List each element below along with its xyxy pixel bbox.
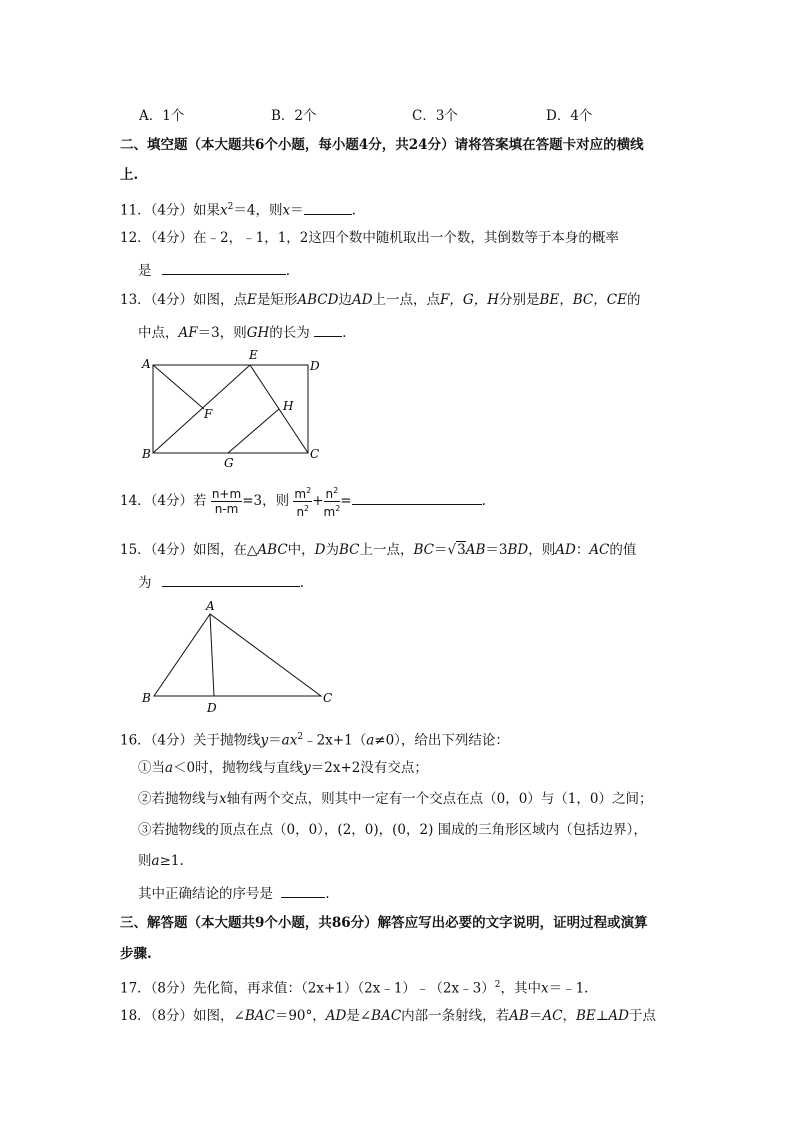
q13-label-c: C bbox=[310, 447, 320, 461]
question-13-cont bbox=[138, 322, 346, 342]
q18-BAC2: BAC bbox=[371, 1008, 402, 1024]
option-c: C．3个 bbox=[412, 108, 458, 124]
q13-t5: 分别是 bbox=[498, 292, 540, 308]
q13-FGH: F，G，H bbox=[440, 292, 499, 308]
q14-f3-num-exp: 2 bbox=[333, 486, 339, 495]
q13-t2: 是矩形 bbox=[256, 292, 298, 308]
q16-y: y bbox=[260, 732, 269, 749]
q15-colon: ： bbox=[575, 542, 590, 558]
q16-rest: ﹣2x+1（ bbox=[303, 732, 367, 749]
q15-BD: BD bbox=[507, 542, 529, 558]
q14-answer-blank[interactable] bbox=[352, 490, 482, 505]
q15-t7: 为 bbox=[138, 575, 152, 591]
q16-conclusion-1 bbox=[138, 759, 428, 777]
q13-label-g: G bbox=[224, 456, 234, 470]
q11-text-mid: ＝4，则 bbox=[233, 202, 283, 219]
q11-end: . bbox=[351, 202, 356, 219]
q16-c3b-a: a bbox=[151, 853, 160, 869]
q15-AB: AB bbox=[465, 542, 486, 558]
q14-f3-num: n bbox=[325, 487, 334, 501]
q11-answer-blank[interactable] bbox=[304, 200, 352, 215]
q13-ABCD: ABCD bbox=[297, 292, 339, 308]
q16-conclusion-3: ③若抛物线的顶点在点（0，0），(2，0)，(0，2) 围成的三角形区域内（包括边界）， bbox=[138, 822, 647, 838]
q13-t9: 的长为 bbox=[269, 325, 310, 341]
q18-AB: AB bbox=[509, 1008, 529, 1024]
question-12-cont bbox=[138, 260, 290, 280]
q18-t2: ＝90°， bbox=[274, 1008, 326, 1024]
q11-var2: x bbox=[282, 202, 291, 219]
q16-a2: a bbox=[366, 732, 375, 749]
q15-triangle-figure bbox=[140, 598, 340, 716]
q11-text: 11．（4分）如果 bbox=[120, 202, 221, 219]
q15-triangle-abc bbox=[154, 614, 321, 696]
q15-label-c: C bbox=[323, 691, 333, 705]
question-12: 12．（4分）在﹣2，﹣1，1，2这四个数中随机取出一个数，其倒数等于本身的概率 bbox=[120, 230, 619, 246]
q12-end: . bbox=[285, 263, 291, 279]
question-16 bbox=[120, 728, 509, 750]
q14-text: 14．（4分）若 bbox=[120, 493, 207, 509]
q14-f3-den: m bbox=[323, 505, 336, 519]
q13-label-f: F bbox=[204, 407, 213, 421]
q13-label-b: B bbox=[142, 447, 151, 461]
q15-BC: BC bbox=[338, 542, 360, 558]
question-11 bbox=[120, 198, 356, 220]
q13-t4: 上一点，点 bbox=[372, 292, 441, 308]
question-14 bbox=[120, 483, 486, 521]
q16-c1-t3: ＝2x+2没有交点； bbox=[310, 760, 428, 776]
q15-BC2: BC bbox=[413, 542, 435, 558]
q15-t4: 上一点， bbox=[359, 542, 414, 558]
question-13 bbox=[120, 291, 640, 309]
q11-eq: ＝ bbox=[290, 202, 304, 219]
q17-text: 17．（8分）先化简，再求值：（2x+1）（2x﹣1）﹣（2x﹣3） bbox=[120, 980, 495, 997]
q15-t5: ，则 bbox=[528, 542, 556, 558]
q13-AD: AD bbox=[351, 292, 373, 308]
q18-t8: 于点 bbox=[629, 1008, 656, 1024]
q15-label-a: A bbox=[206, 599, 215, 613]
q13-label-d: D bbox=[310, 359, 320, 373]
q14-end: . bbox=[481, 493, 486, 509]
q13-label-e: E bbox=[249, 348, 258, 362]
q14-f2-num-exp: 2 bbox=[306, 486, 312, 495]
q16-ans-text: 其中正确结论的序号是 bbox=[138, 886, 273, 902]
q16-answer-blank[interactable] bbox=[281, 883, 325, 898]
section3-heading: 三、解答题（本大题共9个小题，共86分）解答应写出必要的文字说明，证明过程或演算 bbox=[120, 915, 648, 931]
q16-conclusion-3-cont bbox=[138, 852, 184, 870]
q14-f1-num: n+m bbox=[211, 487, 242, 501]
q14-f2-num: m bbox=[294, 487, 307, 501]
q12-answer-blank[interactable] bbox=[162, 260, 286, 275]
q12-text: 是 bbox=[138, 263, 152, 279]
q13-AF: AF bbox=[178, 325, 198, 341]
q15-answer-blank[interactable] bbox=[162, 572, 300, 587]
q13-E: E bbox=[247, 292, 257, 308]
q11-exp: 2 bbox=[227, 202, 234, 212]
q17-mid: ，其中 bbox=[500, 980, 541, 997]
section2-heading: 二、填空题（本大题共6个小题，每小题4分，共24分）请将答案填在答题卡对应的横线 bbox=[120, 137, 644, 153]
q16-c1-t1: ①当 bbox=[138, 760, 165, 776]
q15-D: D bbox=[314, 542, 326, 558]
q18-AC: AC bbox=[542, 1008, 563, 1024]
q15-eq2: ＝3 bbox=[485, 542, 508, 558]
q13-label-h: H bbox=[283, 399, 294, 413]
q13-t7: 中点， bbox=[138, 325, 179, 341]
q13-seg-af bbox=[153, 365, 204, 409]
q18-t5: ＝ bbox=[528, 1008, 543, 1024]
q15-t2: 中， bbox=[287, 542, 315, 558]
q13-t3: 边 bbox=[338, 292, 352, 308]
q15-seg-ad bbox=[210, 614, 214, 696]
q16-a: a bbox=[281, 732, 290, 749]
q15-sqrt: √3 bbox=[447, 542, 466, 558]
q16-c1-a: a bbox=[165, 760, 174, 776]
option-a: A．1个 bbox=[139, 108, 185, 124]
q13-end: . bbox=[342, 325, 347, 341]
q18-t4: 内部一条射线，若 bbox=[401, 1008, 510, 1024]
q14-f1-den: n-m bbox=[214, 502, 239, 516]
section2-heading-cont: 上. bbox=[120, 167, 139, 183]
q18-t1: 18．（8分）如图，∠ bbox=[120, 1008, 245, 1024]
q16-c3b-t1: 则 bbox=[138, 853, 152, 869]
q14-mid: =3，则 bbox=[242, 493, 290, 509]
q13-rectangle-figure bbox=[138, 346, 328, 472]
question-18 bbox=[120, 1007, 656, 1025]
question-17 bbox=[120, 976, 588, 998]
q16-exp: 2 bbox=[297, 732, 304, 742]
q16-c2-x: x bbox=[219, 791, 227, 807]
q13-segs: BE，BC，CE bbox=[539, 292, 627, 308]
q17-end: ＝﹣1. bbox=[548, 980, 589, 997]
q16-c1-y: y bbox=[303, 760, 311, 776]
q14-f3-den-exp: 2 bbox=[335, 504, 341, 513]
q15-t3: 为 bbox=[325, 542, 339, 558]
q14-plus: + bbox=[312, 493, 324, 509]
q18-t3: 是∠ bbox=[346, 1008, 372, 1024]
q17-x: x bbox=[540, 980, 549, 997]
q15-AD: AD bbox=[555, 542, 576, 558]
q11-var: x bbox=[220, 202, 228, 219]
q15-label-b: B bbox=[142, 691, 151, 705]
q13-answer-blank[interactable] bbox=[314, 322, 342, 337]
q16-x: x bbox=[289, 732, 298, 749]
q16-end: . bbox=[325, 886, 330, 902]
section3-heading-cont: 步骤. bbox=[120, 946, 152, 962]
q16-c2-t2: 轴有两个交点，则其中一定有一个交点在点（0，0）与（1，0）之间； bbox=[226, 791, 653, 807]
q15-end: . bbox=[299, 575, 305, 591]
option-d: D．4个 bbox=[546, 108, 593, 124]
q14-f2-den-exp: 2 bbox=[304, 504, 310, 513]
q17-exp: 2 bbox=[494, 980, 501, 990]
q16-c3b-t2: ≥1. bbox=[159, 853, 184, 869]
q13-t8: ＝3，则 bbox=[197, 325, 247, 341]
q16-c1-t2: ＜0时，抛物线与直线 bbox=[173, 760, 304, 776]
q15-t1: 15．（4分）如图，在△ bbox=[120, 542, 258, 558]
question-15-cont bbox=[138, 572, 304, 592]
q14-f2-den: n bbox=[296, 505, 305, 519]
q16-answer-line bbox=[138, 883, 330, 903]
q13-t6: 的 bbox=[626, 292, 641, 308]
option-b: B．2个 bbox=[271, 108, 317, 124]
q15-AC: AC bbox=[589, 542, 610, 558]
q18-BAC: BAC bbox=[244, 1008, 275, 1024]
q18-t7: ⊥ bbox=[595, 1008, 609, 1024]
q16-t1: 16．（4分）关于抛物线 bbox=[120, 732, 261, 749]
q15-eq1: ＝ bbox=[434, 542, 448, 558]
q16-cond: ≠0），给出下列结论： bbox=[374, 732, 509, 749]
q16-eq: ＝ bbox=[268, 732, 282, 749]
q13-label-a: A bbox=[142, 357, 151, 371]
q15-ABC: ABC bbox=[257, 542, 288, 558]
q14-eq: = bbox=[340, 493, 352, 509]
q16-c2-t1: ②若抛物线与 bbox=[138, 791, 219, 807]
q15-radicand: 3 bbox=[457, 542, 466, 558]
q18-t6: ， bbox=[562, 1008, 576, 1024]
q13-GH: GH bbox=[246, 325, 270, 341]
q14-fraction-2 bbox=[293, 484, 312, 519]
q13-t1: 13．（4分）如图，点 bbox=[120, 292, 248, 308]
q15-t6: 的值 bbox=[609, 542, 637, 558]
q18-AD2: AD bbox=[608, 1008, 629, 1024]
q15-label-d: D bbox=[207, 701, 217, 715]
q13-seg-gh bbox=[228, 409, 279, 453]
q18-BE: BE bbox=[575, 1008, 596, 1024]
question-15 bbox=[120, 541, 636, 559]
q14-fraction-1 bbox=[211, 487, 242, 516]
q18-AD: AD bbox=[325, 1008, 347, 1024]
q14-fraction-3 bbox=[324, 484, 341, 519]
q16-conclusion-2 bbox=[138, 790, 652, 808]
